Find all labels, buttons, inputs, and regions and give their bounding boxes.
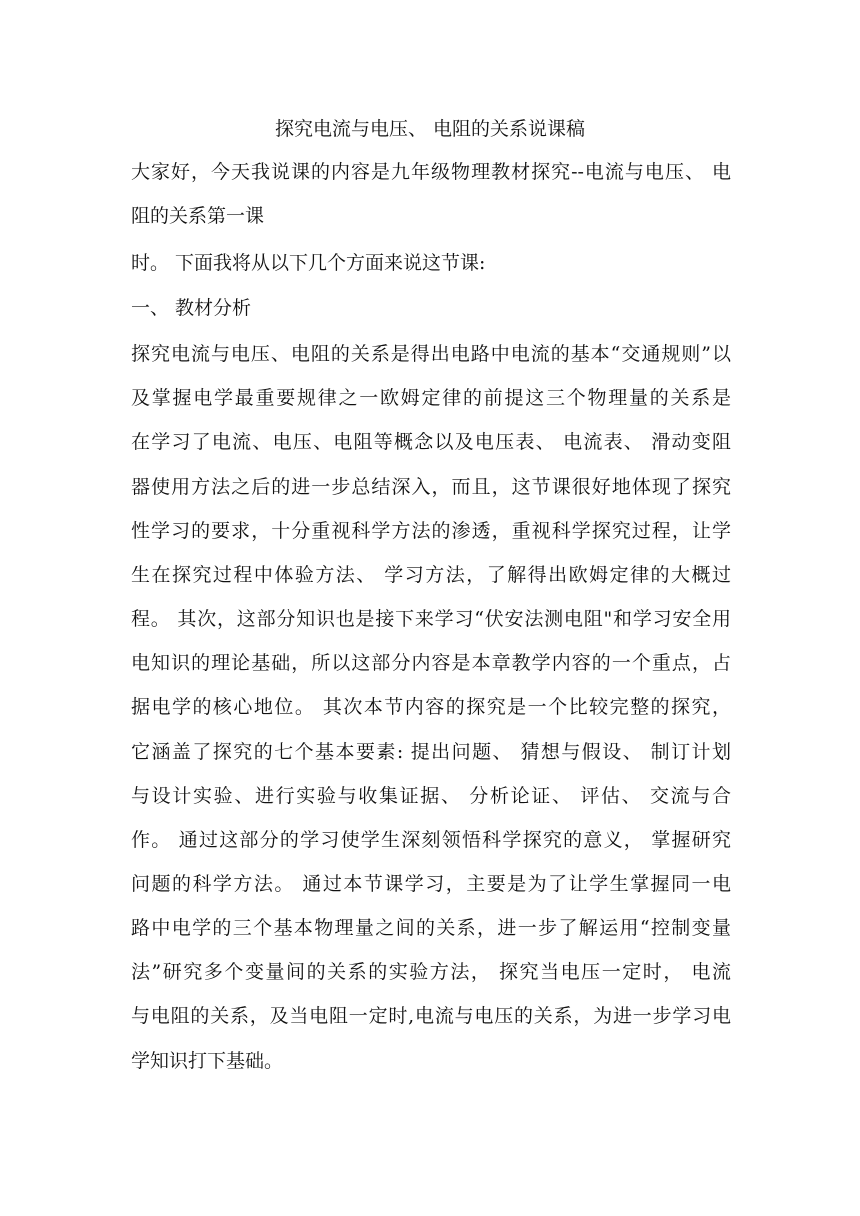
body-line: 探究电流与电压、电阻的关系是得出电路中电流的基本“交通规则”以 [131,343,731,365]
body-line: 在学习了电流、电压、电阻等概念以及电压表、 电流表、 滑动变阻 [131,431,731,453]
body-line: 程。 其次，这部分知识也是接下来学习“伏安法测电阻"和学习安全用 [131,608,731,630]
body-line: 据电学的核心地位。 其次本节内容的探究是一个比较完整的探究， [131,696,731,718]
body-line: 电知识的理论基础，所以这部分内容是本章教学内容的一个重点，占 [131,652,731,674]
body-line: 性学习的要求，十分重视科学方法的渗透，重视科学探究过程，让学 [131,520,731,542]
body-line: 与电阻的关系，及当电阻一定时,电流与电压的关系，为进一步学习电 [131,1005,731,1027]
document-title: 探究电流与电压、 电阻的关系说课稿 [274,118,586,140]
body-line: 器使用方法之后的进一步总结深入，而且，这节课很好地体现了探究 [131,476,731,498]
body-line: 路中电学的三个基本物理量之间的关系，进一步了解运用“控制变量 [131,917,731,939]
intro-line: 阻的关系第一课 [131,205,265,227]
section-heading: 一、 教材分析 [131,297,252,319]
body-line: 作。 通过这部分的学习使学生深刻领悟科学探究的意义， 掌握研究 [131,829,731,851]
body-line: 学知识打下基础。 [131,1050,284,1072]
body-line: 问题的科学方法。 通过本节课学习，主要是为了让学生掌握同一电 [131,873,731,895]
intro-line: 大家好，今天我说课的内容是九年级物理教材探究--电流与电压、 电 [131,161,731,183]
body-line: 及掌握电学最重要规律之一欧姆定律的前提这三个物理量的关系是 [131,387,731,409]
body-line: 与设计实验、进行实验与收集证据、 分析论证、 评估、 交流与合 [131,785,731,807]
intro-line: 时。 下面我将从以下几个方面来说这节课: [131,252,486,274]
body-line: 法”研究多个变量间的关系的实验方法， 探究当电压一定时， 电流 [131,961,731,983]
body-line: 它涵盖了探究的七个基本要素: 提出问题、 猜想与假设、 制订计划 [131,741,731,763]
body-line: 生在探究过程中体验方法、 学习方法，了解得出欧姆定律的大概过 [131,564,731,586]
